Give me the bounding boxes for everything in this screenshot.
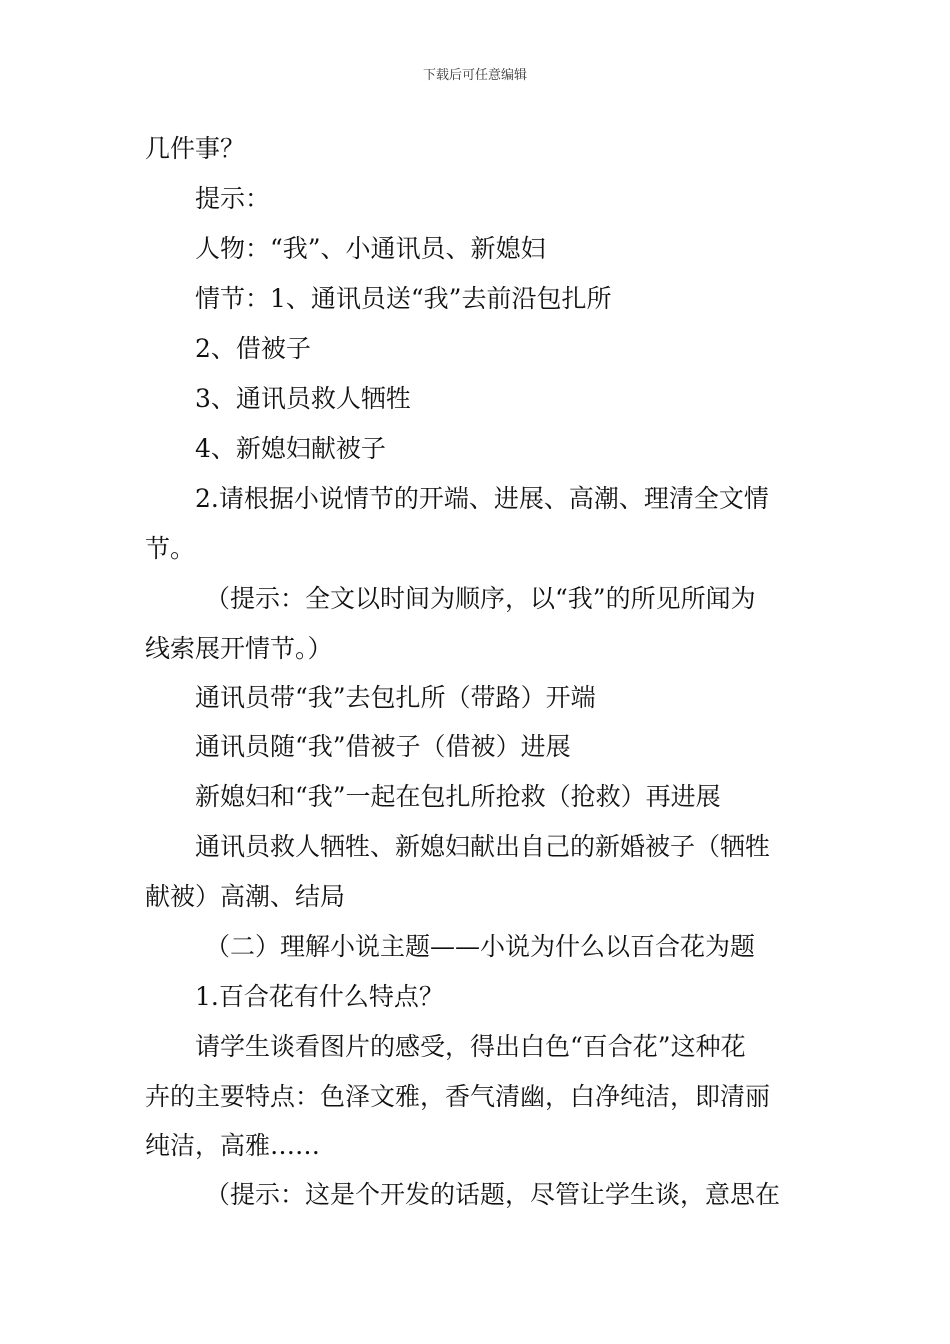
text-line: 通讯员随“我”借被子（借被）进展 <box>195 732 571 761</box>
text-line: 几件事？ <box>145 134 246 163</box>
text-line: 卉的主要特点：色泽文雅，香气清幽，白净纯洁，即清丽 <box>145 1082 771 1111</box>
text-line: 情节：1、通讯员送“我”去前沿包扎所 <box>195 284 612 313</box>
page-header: 下载后可任意编辑 <box>422 68 527 83</box>
text-line: 3、通讯员救人牺牲 <box>195 384 411 413</box>
text-line: 提示： <box>195 184 271 213</box>
text-line: 2、借被子 <box>195 334 311 363</box>
text-line: 2.请根据小说情节的开端、进展、高潮、理清全文情 <box>195 484 769 513</box>
text-line: 新媳妇和“我”一起在包扎所抢救（抢救）再进展 <box>195 782 721 811</box>
text-line: 4、新媳妇献被子 <box>195 434 386 463</box>
text-line: 献被）高潮、结局 <box>145 882 346 911</box>
text-line: 节。 <box>145 534 196 563</box>
section-heading: （二）理解小说主题——小说为什么以百合花为题 <box>205 932 756 961</box>
text-line: （提示：这是个开发的话题，尽管让学生谈，意思在 <box>205 1180 781 1209</box>
text-line: 通讯员救人牺牲、新媳妇献出自己的新婚被子（牺牲 <box>195 832 771 861</box>
text-line: 线索展开情节。） <box>145 634 333 663</box>
text-line: 纯洁，高雅…… <box>145 1131 321 1160</box>
text-line: （提示：全文以时间为顺序，以“我”的所见所闻为 <box>205 584 756 613</box>
text-line: 请学生谈看图片的感受，得出白色“百合花”这种花 <box>195 1032 746 1061</box>
text-line: 通讯员带“我”去包扎所（带路）开端 <box>195 683 596 712</box>
text-line: 1.百合花有什么特点？ <box>195 982 444 1011</box>
text-line: 人物：“我”、小通讯员、新媳妇 <box>195 234 546 263</box>
